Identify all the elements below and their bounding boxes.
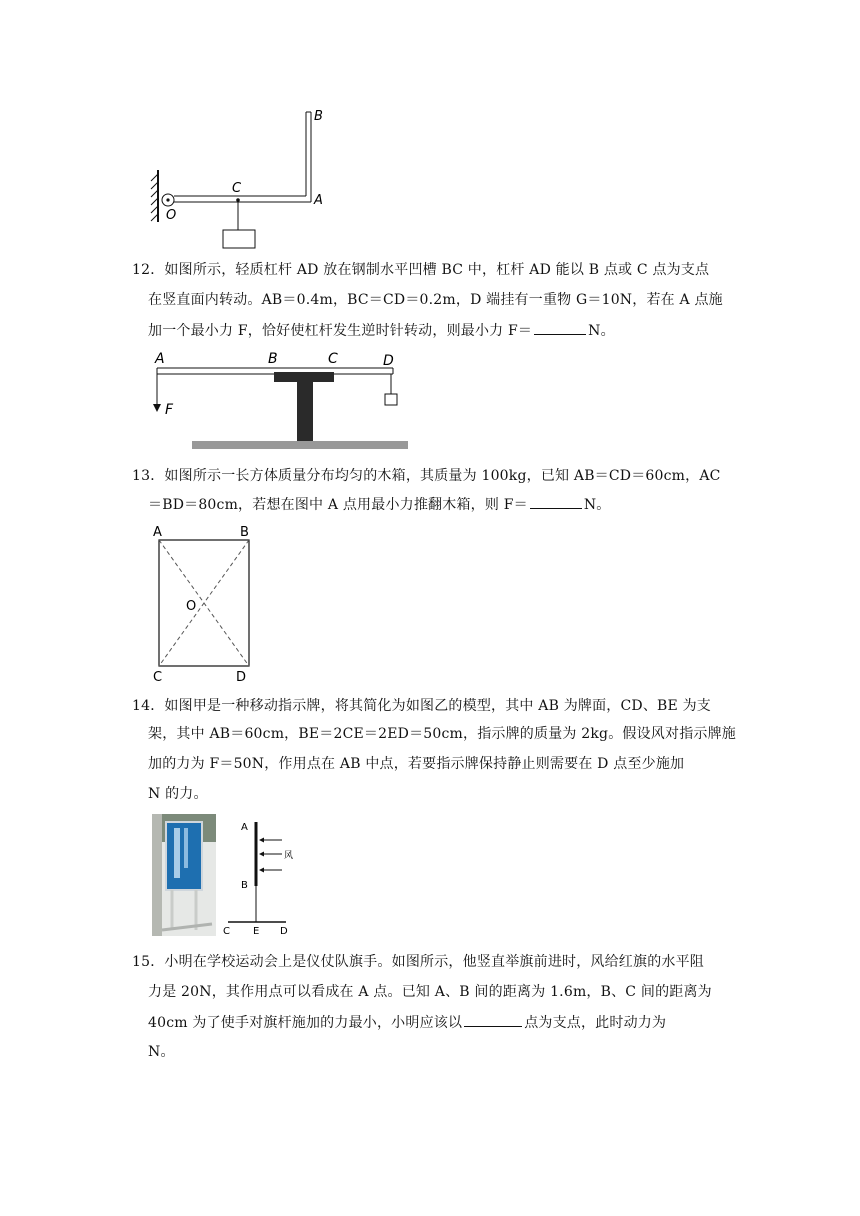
fig14-label-A: A — [241, 822, 248, 833]
figure-13-wooden-box — [150, 522, 262, 686]
fig14-label-B: B — [241, 880, 248, 891]
q14-line-1: 14．如图甲是一种移动指示牌，将其简化为如图乙的模型，其中 AB 为牌面，CD、BE 为支 — [132, 698, 712, 714]
fig11-label-C: C — [232, 181, 242, 196]
fig11-label-B: B — [314, 109, 323, 124]
q15-answer-blank[interactable] — [464, 1012, 522, 1027]
figure-12-lever-on-stand — [150, 348, 412, 450]
q14-line-3: 加的力为 F＝50N，作用点在 AB 中点，若要指示牌保持静止则需要在 D 点至少施加 — [148, 756, 685, 772]
figure-14-sign-model — [222, 814, 296, 938]
fig14-label-C: C — [223, 926, 230, 937]
fig12-label-B: B — [268, 351, 278, 367]
q12-line-1: 12．如图所示，轻质杠杆 AD 放在钢制水平凹槽 BC 中，杠杆 AD 能以 B 点或 C 点为支点 — [132, 262, 710, 278]
fig13-label-O: O — [186, 599, 197, 614]
q15-line-3 — [148, 1012, 666, 1033]
q14-line-4: N 的力。 — [148, 786, 208, 802]
q12-answer-blank[interactable] — [534, 320, 586, 335]
q15-text-before-blank: 40cm 为了使手对旗杆施加的力最小，小明应该以 — [148, 1015, 463, 1031]
q15-line-4: N。 — [148, 1044, 175, 1060]
q15-line-1: 15．小明在学校运动会上是仪仗队旗手。如图所示，他竖直举旗前进时，风给红旗的水平阻 — [132, 954, 705, 970]
fig13-label-D: D — [236, 670, 247, 685]
fig12-label-A: A — [155, 351, 165, 367]
fig14-label-wind: 风 — [284, 851, 294, 861]
q14-line-2: 架，其中 AB＝60cm，BE＝2CE＝2ED＝50cm，指示牌的质量为 2kg。假设风对指示牌施 — [148, 726, 737, 742]
q13-text-after-blank: N。 — [583, 497, 611, 513]
fig12-label-C: C — [328, 351, 338, 367]
fig13-label-C: C — [153, 670, 163, 685]
q13-line-2 — [148, 494, 610, 515]
figure-14-sign-photo — [152, 814, 216, 936]
fig13-label-B: B — [240, 525, 249, 540]
fig13-label-A: A — [153, 525, 162, 540]
fig11-label-O: O — [166, 208, 177, 223]
fig11-label-A: A — [314, 193, 323, 208]
q13-answer-blank[interactable] — [530, 494, 582, 509]
q12-line-2: 在竖直面内转动。AB＝0.4m，BC＝CD＝0.2m，D 端挂有一重物 G＝10N，若在 A 点施 — [148, 292, 723, 308]
figure-11-lever — [148, 104, 338, 250]
q12-text-before-blank: 加一个最小力 F，恰好使杠杆发生逆时针转动，则最小力 F＝ — [148, 323, 533, 339]
fig12-label-D: D — [383, 353, 394, 369]
q13-line-1: 13．如图所示一长方体质量分布均匀的木箱，其质量为 100kg，已知 AB＝CD＝60cm，AC — [132, 468, 721, 484]
q12-line-3 — [148, 320, 615, 341]
fig14-label-E: E — [253, 926, 260, 937]
fig12-label-F: F — [165, 402, 174, 418]
fig14-label-D: D — [280, 926, 288, 937]
q15-text-after-blank: 点为支点，此时动力为 — [524, 1015, 667, 1031]
q13-text-before-blank: ＝BD＝80cm，若想在图中 A 点用最小力推翻木箱，则 F＝ — [148, 497, 528, 513]
q15-line-2: 力是 20N，其作用点可以看成在 A 点。已知 A、B 间的距离为 1.6m，B、C 间的距离为 — [148, 984, 712, 1000]
q12-text-after-blank: N。 — [588, 323, 615, 339]
